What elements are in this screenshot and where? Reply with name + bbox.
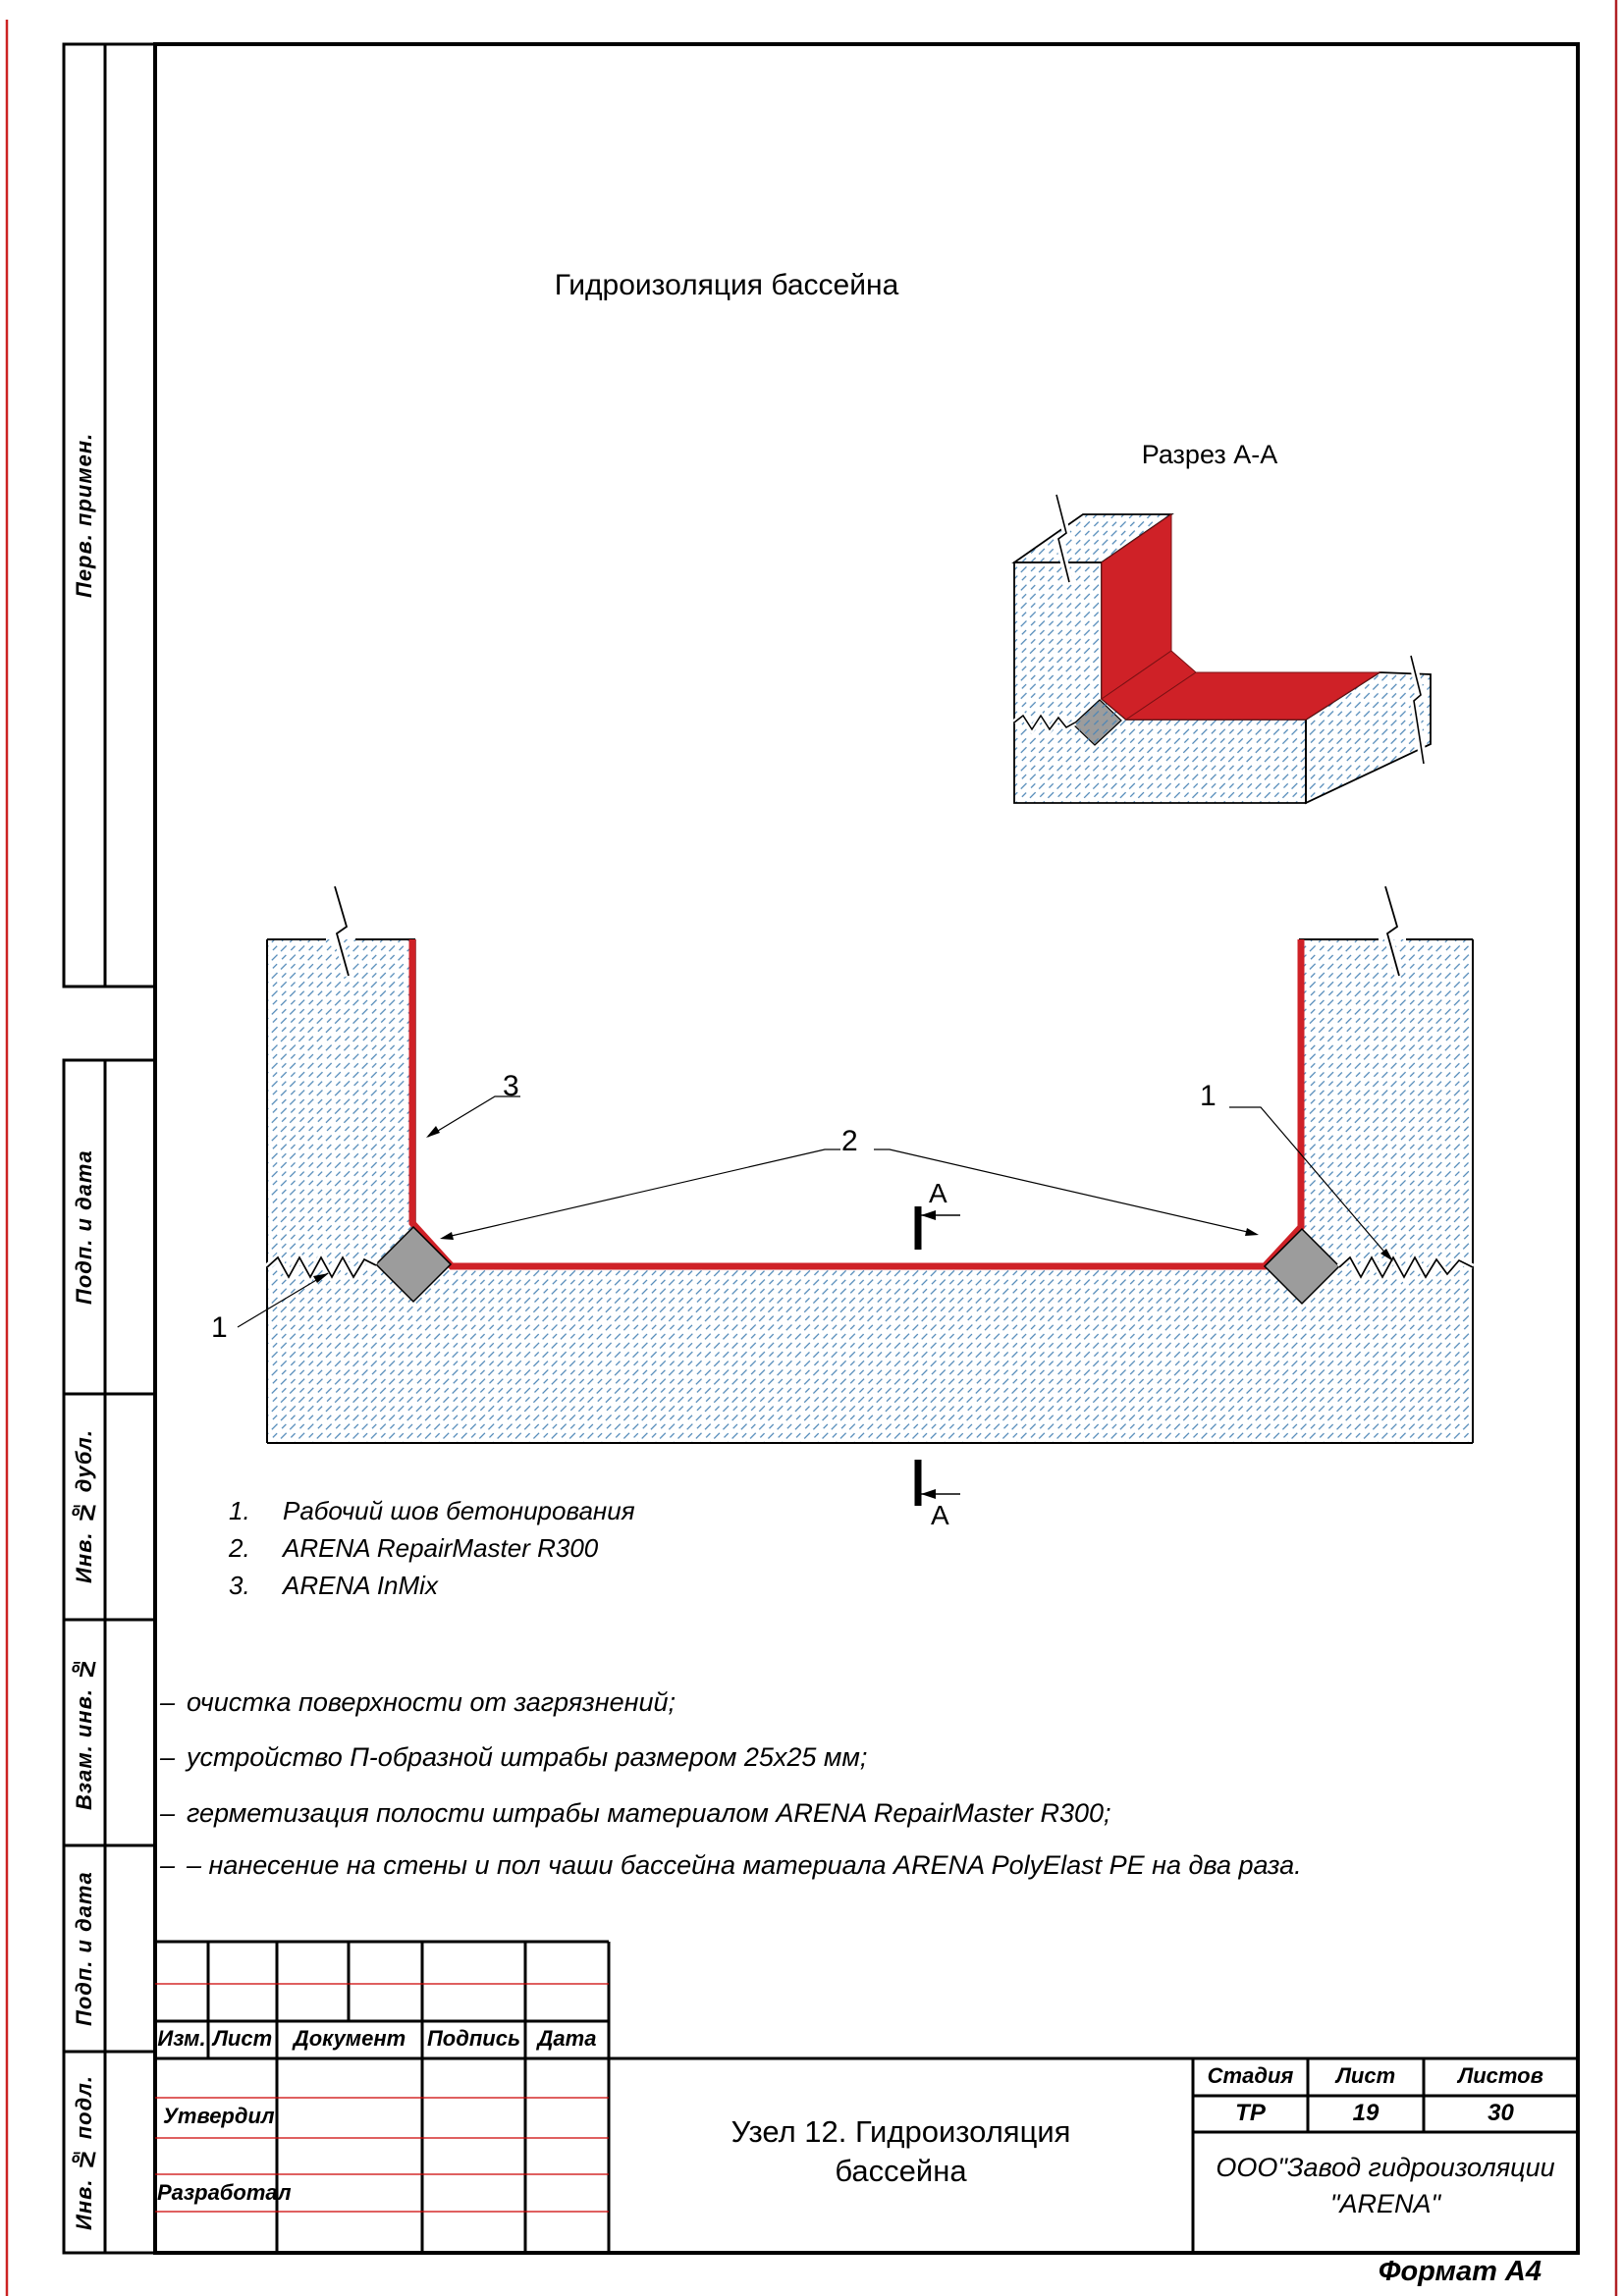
legend-num: 2. bbox=[229, 1533, 250, 1563]
tb-header-podpis: Подпись bbox=[426, 2026, 521, 2051]
sidebar-label-perv-primen: Перв. примен. bbox=[72, 432, 96, 599]
note-dash: – bbox=[160, 1850, 176, 1880]
tb-company-line2: "ARENA" bbox=[1329, 2189, 1441, 2218]
callout-1-left: 1 bbox=[211, 1311, 228, 1344]
sidebar-label-podp-data-2: Подп. и дата bbox=[72, 1871, 96, 2026]
tb-stage-label: Стадия bbox=[1207, 2063, 1294, 2088]
legend-text: Рабочий шов бетонирования bbox=[283, 1496, 635, 1525]
tb-stage-value: ТР bbox=[1235, 2100, 1266, 2126]
sidebar-label-vzam-inv: Взам. инв. № bbox=[72, 1655, 96, 1810]
tb-sheet-label: Лист bbox=[1335, 2063, 1396, 2088]
tb-header-list: Лист bbox=[212, 2026, 273, 2051]
legend-item bbox=[229, 1571, 438, 1601]
note-item bbox=[160, 1795, 1463, 1832]
tb-header-data: Дата bbox=[537, 2026, 597, 2051]
tb-header-izm: Изм. bbox=[157, 2026, 206, 2051]
note-text: герметизация полости штрабы материалом ARENA RepairMaster R300; bbox=[187, 1798, 1111, 1828]
tb-header-document: Документ bbox=[293, 2026, 406, 2051]
tb-develop-label: Разработал bbox=[157, 2180, 292, 2205]
tb-company-line1: ООО"Завод гидроизоляции bbox=[1216, 2153, 1555, 2182]
callout-3: 3 bbox=[503, 1070, 519, 1102]
note-text: очистка поверхности от загрязнений; bbox=[187, 1687, 676, 1717]
legend-text: ARENA RepairMaster R300 bbox=[283, 1533, 599, 1563]
tb-sheets-label: Листов bbox=[1458, 2063, 1543, 2088]
note-dash: – bbox=[160, 1798, 176, 1828]
legend-num: 3. bbox=[229, 1571, 250, 1600]
note-dash: – bbox=[160, 1742, 176, 1772]
tb-company bbox=[1198, 2150, 1573, 2222]
note-text: устройство П-образной штрабы размером 25х25 мм; bbox=[187, 1742, 868, 1772]
tb-approve-label: Утвердил bbox=[163, 2104, 275, 2128]
legend-text: ARENA InMix bbox=[283, 1571, 438, 1600]
sidebar-label-inv-podl: Инв. № подл. bbox=[72, 2074, 96, 2230]
note-item bbox=[160, 1739, 1463, 1776]
legend-num: 1. bbox=[229, 1496, 250, 1525]
section-view-title: Разрез А-А bbox=[1141, 440, 1278, 469]
callout-2: 2 bbox=[841, 1125, 858, 1157]
tb-sheets-value: 30 bbox=[1488, 2100, 1514, 2126]
note-dash: – bbox=[160, 1687, 176, 1717]
sidebar-label-podp-data-1: Подп. и дата bbox=[72, 1149, 96, 1305]
tb-sheet-value: 19 bbox=[1352, 2100, 1380, 2126]
format-label: Формат А4 bbox=[1378, 2256, 1542, 2287]
note-item bbox=[160, 1847, 1463, 1884]
sidebar-label-inv-dubl: Инв. № дубл. bbox=[72, 1429, 96, 1584]
legend-item bbox=[229, 1496, 635, 1526]
note-text: – нанесение на стены и пол чаши бассейна материала ARENA PolyElast PE на два раза. bbox=[187, 1850, 1302, 1880]
tb-doc-title-line1: Узел 12. Гидроизоляция bbox=[730, 2114, 1071, 2149]
note-item bbox=[160, 1684, 1463, 1721]
callout-1-right: 1 bbox=[1200, 1080, 1217, 1112]
tb-doc-title bbox=[614, 2112, 1188, 2191]
section-letter-top: А bbox=[929, 1178, 947, 1208]
page-title: Гидроизоляция бассейна bbox=[554, 269, 899, 301]
tb-doc-title-line2: бассейна bbox=[835, 2154, 967, 2188]
legend-item bbox=[229, 1533, 598, 1564]
section-letter-bottom: А bbox=[931, 1500, 949, 1530]
